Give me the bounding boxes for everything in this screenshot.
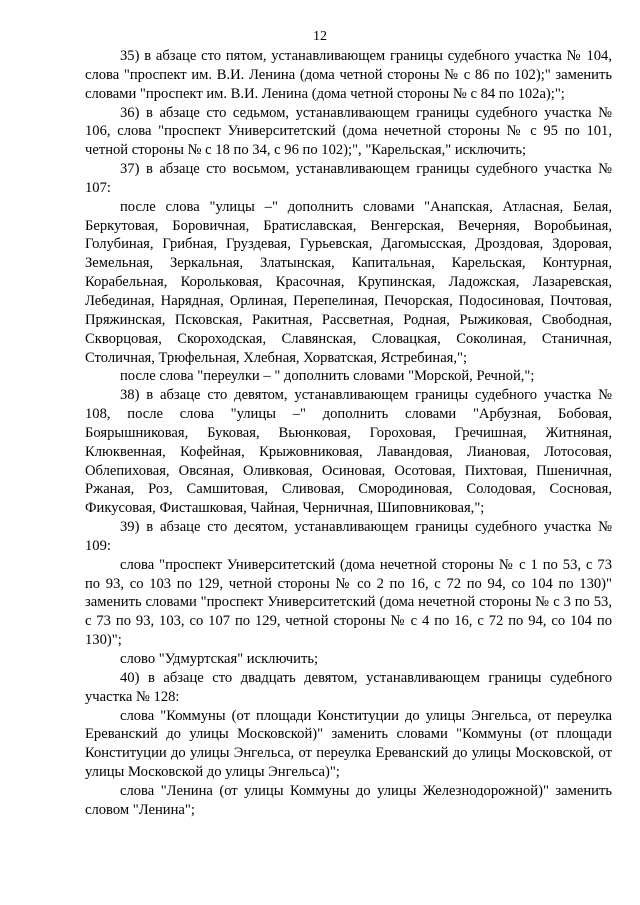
paragraph-38: 38) в абзаце сто девятом, устанавливающем границы судебного участка № 108, после слова "улицы –" дополнить словами "Арбузная, Бобовая, Боярышниковая, Буковая, Вьюнковая, Гороховая, Гречишная, Житняная, Клюквенная, Кофейная, Крыжовниковая, Лавандовая, Лиановая, Лотосовая, Облепиховая, Овсяная, Оливковая, Осиновая, Осотовая, Пихтовая, Пшеничная, Ржаная, Роз, Самшитовая, Сливовая, Смородиновая, Солодовая, Сосновая, Фикусовая, Фисташковая, Чайная, Черничная, Шиповниковая,"; bbox=[85, 387, 612, 517]
document-body bbox=[85, 47, 612, 820]
paragraph-39-prospect: слова "проспект Университетский (дома нечетной стороны № с 1 по 53, с 73 по 93, со 103 по 129, четной стороны № со 2 по 16, с 72 по 94, со 104 по 130)" заменить словами "проспект Университетский (дома нечетной стороны № с 3 по 53, с 73 по 93, 103, со 107 по 129, четной стороны № с 4 по 16, с 72 по 94, со 104 по 130)"; bbox=[85, 556, 612, 649]
paragraph-39-udmurtskaya: слово "Удмуртская" исключить; bbox=[120, 651, 319, 667]
paragraph-36: 36) в абзаце сто седьмом, устанавливающем границы судебного участка № 106, слова "проспект Университетский (дома нечетной стороны № с 95 по 101, четной стороны № с 18 по 34, с 96 по 102);", "Карельская," исключить; bbox=[85, 104, 612, 159]
paragraph-40: 40) в абзаце сто двадцать девятом, устанавливающем границы судебного участка № 128: bbox=[85, 669, 612, 705]
page-number: 12 bbox=[313, 29, 327, 44]
paragraph-39: 39) в абзаце сто десятом, устанавливающем границы судебного участка № 109: bbox=[85, 519, 612, 554]
paragraph-40-kommuny: слова "Коммуны (от площади Конституции до улицы Энгельса, от переулка Ереванский до улицы Московской)" заменить словами "Коммуны (от площади Конституции до улицы Энгельса, от переулка Ереванский до улицы Московской, от улицы Московской до улицы Энгельса)"; bbox=[85, 707, 612, 781]
paragraph-37: 37) в абзаце сто восьмом, устанавливающем границы судебного участка № 107: bbox=[85, 161, 612, 196]
paragraph-37-streets: после слова "улицы –" дополнить словами "Анапская, Атласная, Белая, Беркутовая, Боровичная, Братиславская, Венгерская, Вечерняя, Воробьиная, Голубиная, Грибная, Груздевая, Гурьевская, Дагомысская, Дроздовая, Здоровая, Земельная, Зеркальная, Златынская, Капитальная, Карельская, Контурная, Корабельная, Корольковая, Красочная, Крупинская, Ладожская, Лазаревская, Лебединая, Нарядная, Орлиная, Перепелиная, Печорская, Подосиновая, Почтовая, Пряжинская, Псковская, Ракитная, Рассветная, Родная, Рыжиковая, Свободная, Скворцовая, Скороходская, Славянская, Словацкая, Соколиная, Станичная, Столичная, Трюфельная, Хлебная, Хорватская, Ястребиная,"; bbox=[85, 198, 612, 366]
paragraph-37-lanes: после слова "переулки – " дополнить словами "Морской, Речной,"; bbox=[120, 368, 535, 385]
paragraph-35: 35) в абзаце сто пятом, устанавливающем границы судебного участка № 104, слова "проспект им. В.И. Ленина (дома четной стороны № с 86 по 102);" заменить словами "проспект им. В.И. Ленина (дома четной стороны № с 84 по 102а);"; bbox=[85, 48, 612, 102]
paragraph-40-lenina: слова "Ленина (от улицы Коммуны до улицы Железнодорожной)" заменить словом "Ленина"; bbox=[85, 782, 612, 818]
